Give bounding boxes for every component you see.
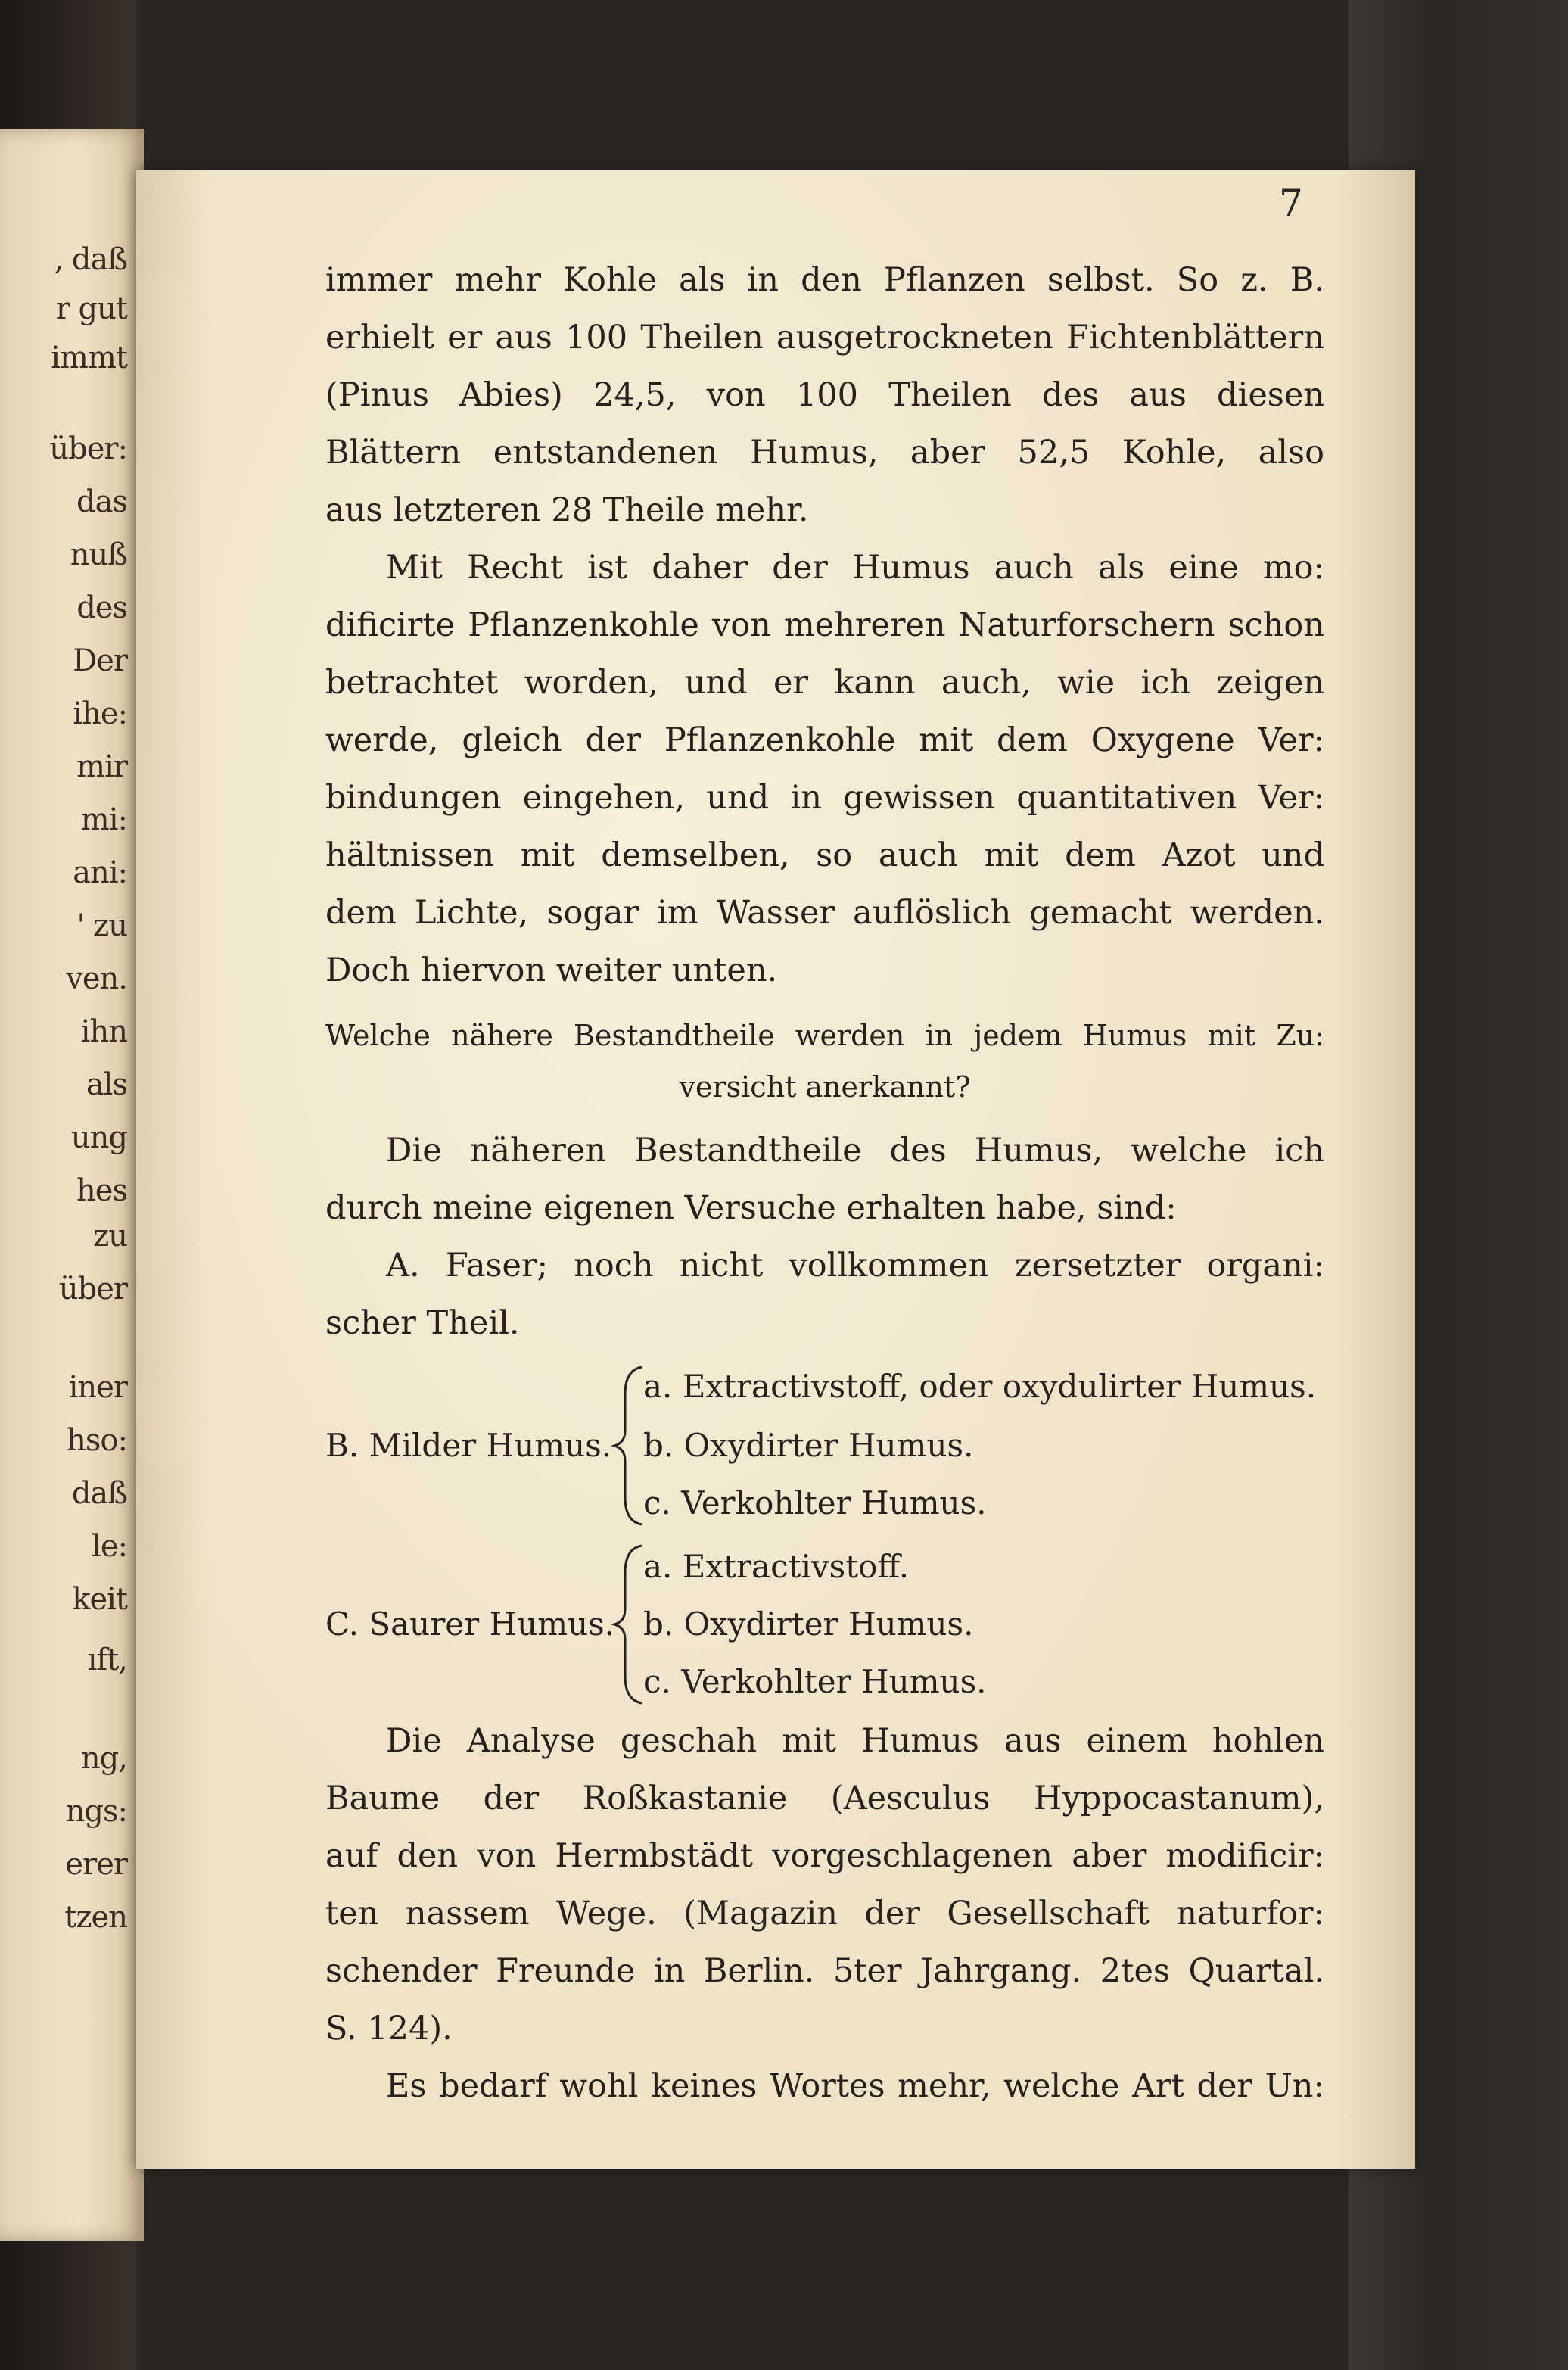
facing-page-fragment: ‚ daß (54, 242, 127, 277)
facing-page-fragment: keit (72, 1582, 127, 1617)
text-line: A. Faser; noch nicht vollkommen zersetzter organi: (386, 1247, 1324, 1285)
facing-page-fragment: ung (70, 1120, 127, 1155)
facing-page-fragment: das (76, 484, 127, 519)
facing-page-fragment: als (86, 1067, 127, 1102)
group-b-label: B. Milder Humus. (325, 1427, 612, 1464)
text-line: scher Theil. (325, 1304, 520, 1342)
facing-page-fragment: immt (51, 341, 127, 375)
text-line: bindungen eingehen, und in gewissen quantitativen Ver: (325, 779, 1324, 817)
text-line: aus letzteren 28 Theile mehr. (325, 491, 809, 529)
text-line: S. 124). (325, 2010, 453, 2048)
text-line: dificirte Pflanzenkohle von mehreren Naturforschern schon (325, 606, 1324, 644)
group-c-label: C. Saurer Humus. (325, 1605, 615, 1643)
text-line: Mit Recht ist daher der Humus auch als eine mo: (386, 549, 1324, 587)
group-c-item: a. Extractivstoff. (643, 1548, 910, 1585)
facing-page-fragment: ıft, (87, 1643, 127, 1677)
text-line: ten nassem Wege. (Magazin der Gesellschaft naturfor: (325, 1895, 1324, 1932)
text-line: betrachtet worden, und er kann auch, wie ich zeigen (325, 664, 1324, 702)
facing-page-fragment: ngs: (65, 1794, 127, 1829)
text-line: Blättern entstandenen Humus, aber 52,5 Kohle, also (325, 434, 1324, 472)
group-c-item: c. Verkohlter Humus. (643, 1663, 987, 1700)
text-line: Baume der Roßkastanie (Aesculus Hyppocastanum), (325, 1780, 1324, 1817)
section-question: versicht anerkannt? (679, 1070, 971, 1104)
text-line: Die Analyse geschah mit Humus aus einem hohlen (386, 1722, 1324, 1760)
facing-page-fragment: über: (49, 431, 127, 466)
text-line: Es bedarf wohl keines Wortes mehr, welche Art der Un: (386, 2067, 1324, 2105)
facing-page-fragment: ihn (80, 1014, 127, 1049)
facing-page-fragment: Der (73, 643, 127, 678)
text-line: immer mehr Kohle als in den Pflanzen selbst. So z. B. (325, 261, 1324, 299)
text-line: (Pinus Abies) 24,5, von 100 Theilen des aus diesen (325, 376, 1324, 414)
facing-page-fragment: ' zu (76, 908, 127, 943)
facing-page-fragment: erer (65, 1847, 127, 1882)
text-line: auf den von Hermbstädt vorgeschlagenen aber modificir: (325, 1837, 1324, 1875)
facing-page-fragment: daß (71, 1476, 127, 1511)
facing-page-fragment: über (58, 1272, 127, 1306)
text-line: Die näheren Bestandtheile des Humus, welche ich (386, 1132, 1324, 1169)
text-line: werde, gleich der Pflanzenkohle mit dem Oxygene Ver: (325, 721, 1324, 759)
facing-page-fragment: hso: (67, 1423, 127, 1458)
text-line: schender Freunde in Berlin. 5ter Jahrgang. 2tes Quartal. (325, 1952, 1324, 1990)
facing-page (0, 129, 144, 2241)
group-b-item: c. Verkohlter Humus. (643, 1484, 987, 1521)
facing-page-fragment: tzen (64, 1900, 127, 1935)
facing-page-fragment: ihe: (73, 696, 127, 731)
facing-page-fragment: mi: (80, 802, 127, 837)
text-line: durch meine eigenen Versuche erhalten habe, sind: (325, 1189, 1177, 1227)
facing-page-fragment: zu (93, 1219, 127, 1254)
facing-page-fragment: hes (76, 1173, 127, 1208)
text-line: erhielt er aus 100 Theilen ausgetrockneten Fichtenblättern (325, 319, 1324, 357)
facing-page-fragment: ven. (66, 961, 127, 996)
section-question: Welche nähere Bestandtheile werden in jedem Humus mit Zu: (325, 1019, 1324, 1052)
facing-page-fragment: nuß (70, 537, 127, 572)
group-c-item: b. Oxydirter Humus. (643, 1605, 974, 1643)
facing-page-fragment: le: (92, 1529, 127, 1564)
group-b-item: a. Extractivstoff, oder oxydulirter Humus. (643, 1368, 1317, 1405)
text-line: Doch hiervon weiter unten. (325, 951, 778, 989)
facing-page-fragment: ng, (80, 1741, 127, 1776)
text-line: hältnissen mit demselben, so auch mit dem Azot und (325, 836, 1324, 874)
facing-page-fragment: r gut (55, 291, 127, 326)
facing-page-fragment: mir (76, 749, 127, 784)
page-number: 7 (1279, 182, 1303, 226)
facing-page-fragment: iner (68, 1370, 127, 1405)
facing-page-fragment: ani: (73, 855, 127, 890)
text-line: dem Lichte, sogar im Wasser auflöslich gemacht werden. (325, 894, 1324, 932)
facing-page-fragment: des (76, 590, 127, 625)
group-b-item: b. Oxydirter Humus. (643, 1427, 974, 1464)
